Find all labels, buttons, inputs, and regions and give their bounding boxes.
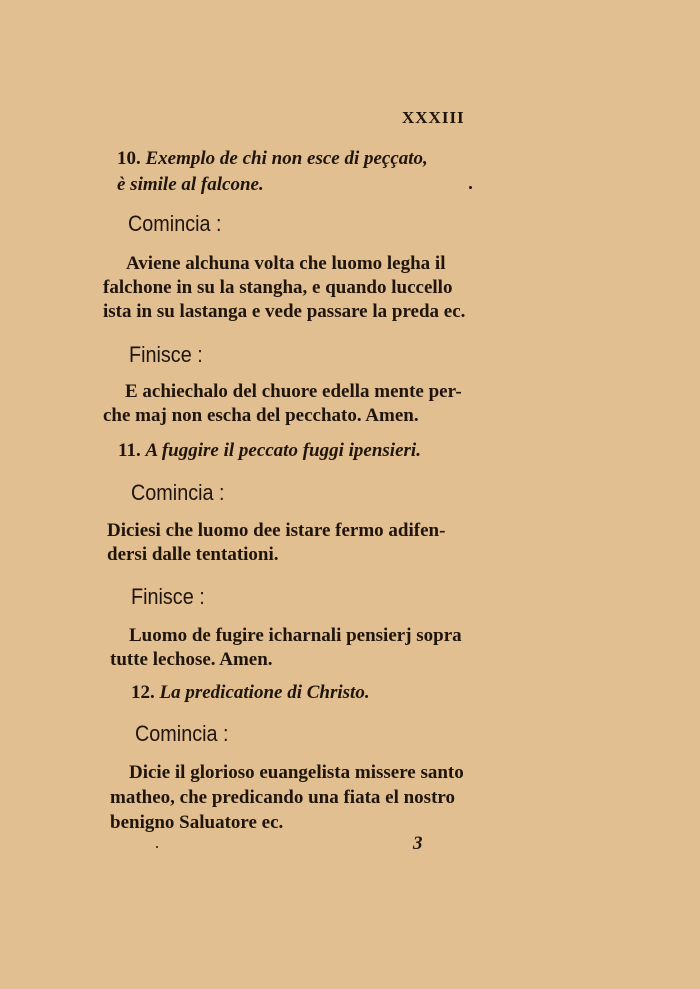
section-heading-comincia: Comincia : [131, 480, 225, 505]
entry-title-line [131, 683, 370, 702]
text-line: Luomo de fugire icharnali pensierj sopra [129, 625, 462, 646]
entry-title-line [117, 149, 428, 168]
text-line: tutte lechose. Amen. [110, 649, 273, 670]
entry-title: Exemplo de chi non esce di peççato, [145, 148, 428, 169]
entry-number: 12. [131, 682, 155, 703]
section-heading-finisce: Finisce : [129, 342, 203, 367]
page-number: XXXIII [402, 108, 465, 127]
text-line: Diciesi che luomo dee istare fermo adifen- [107, 520, 446, 541]
text-line: benigno Saluatore ec. [110, 812, 284, 833]
section-heading-comincia: Comincia : [128, 211, 222, 236]
ink-speck [156, 846, 158, 848]
printer-signature: 3 [413, 833, 423, 854]
ink-speck [469, 186, 472, 189]
text-line: matheo, che predicando una fiata el nostro [110, 787, 455, 808]
entry-title: La predicatione di Christo. [159, 682, 370, 703]
text-line: dersi dalle tentationi. [107, 544, 279, 565]
section-heading-finisce: Finisce : [131, 584, 205, 609]
entry-title-line: è simile al falcone. [117, 174, 264, 195]
text-line: ista in su lastanga e vede passare la preda ec. [103, 301, 466, 322]
entry-number: 10. [117, 148, 141, 169]
text-line: Aviene alchuna volta che luomo legha il [126, 253, 446, 274]
text-line: falchone in su la stangha, e quando luccello [103, 277, 453, 298]
text-line: E achiechalo del chuore edella mente per- [125, 381, 462, 402]
entry-title-line [118, 441, 421, 460]
text-line: Dicie il glorioso euangelista missere santo [129, 762, 464, 783]
entry-title: A fuggire il peccato fuggi ipensieri. [145, 440, 421, 461]
section-heading-comincia: Comincia : [135, 721, 229, 746]
text-line: che maj non escha del pecchato. Amen. [103, 405, 419, 426]
entry-number: 11. [118, 440, 141, 461]
